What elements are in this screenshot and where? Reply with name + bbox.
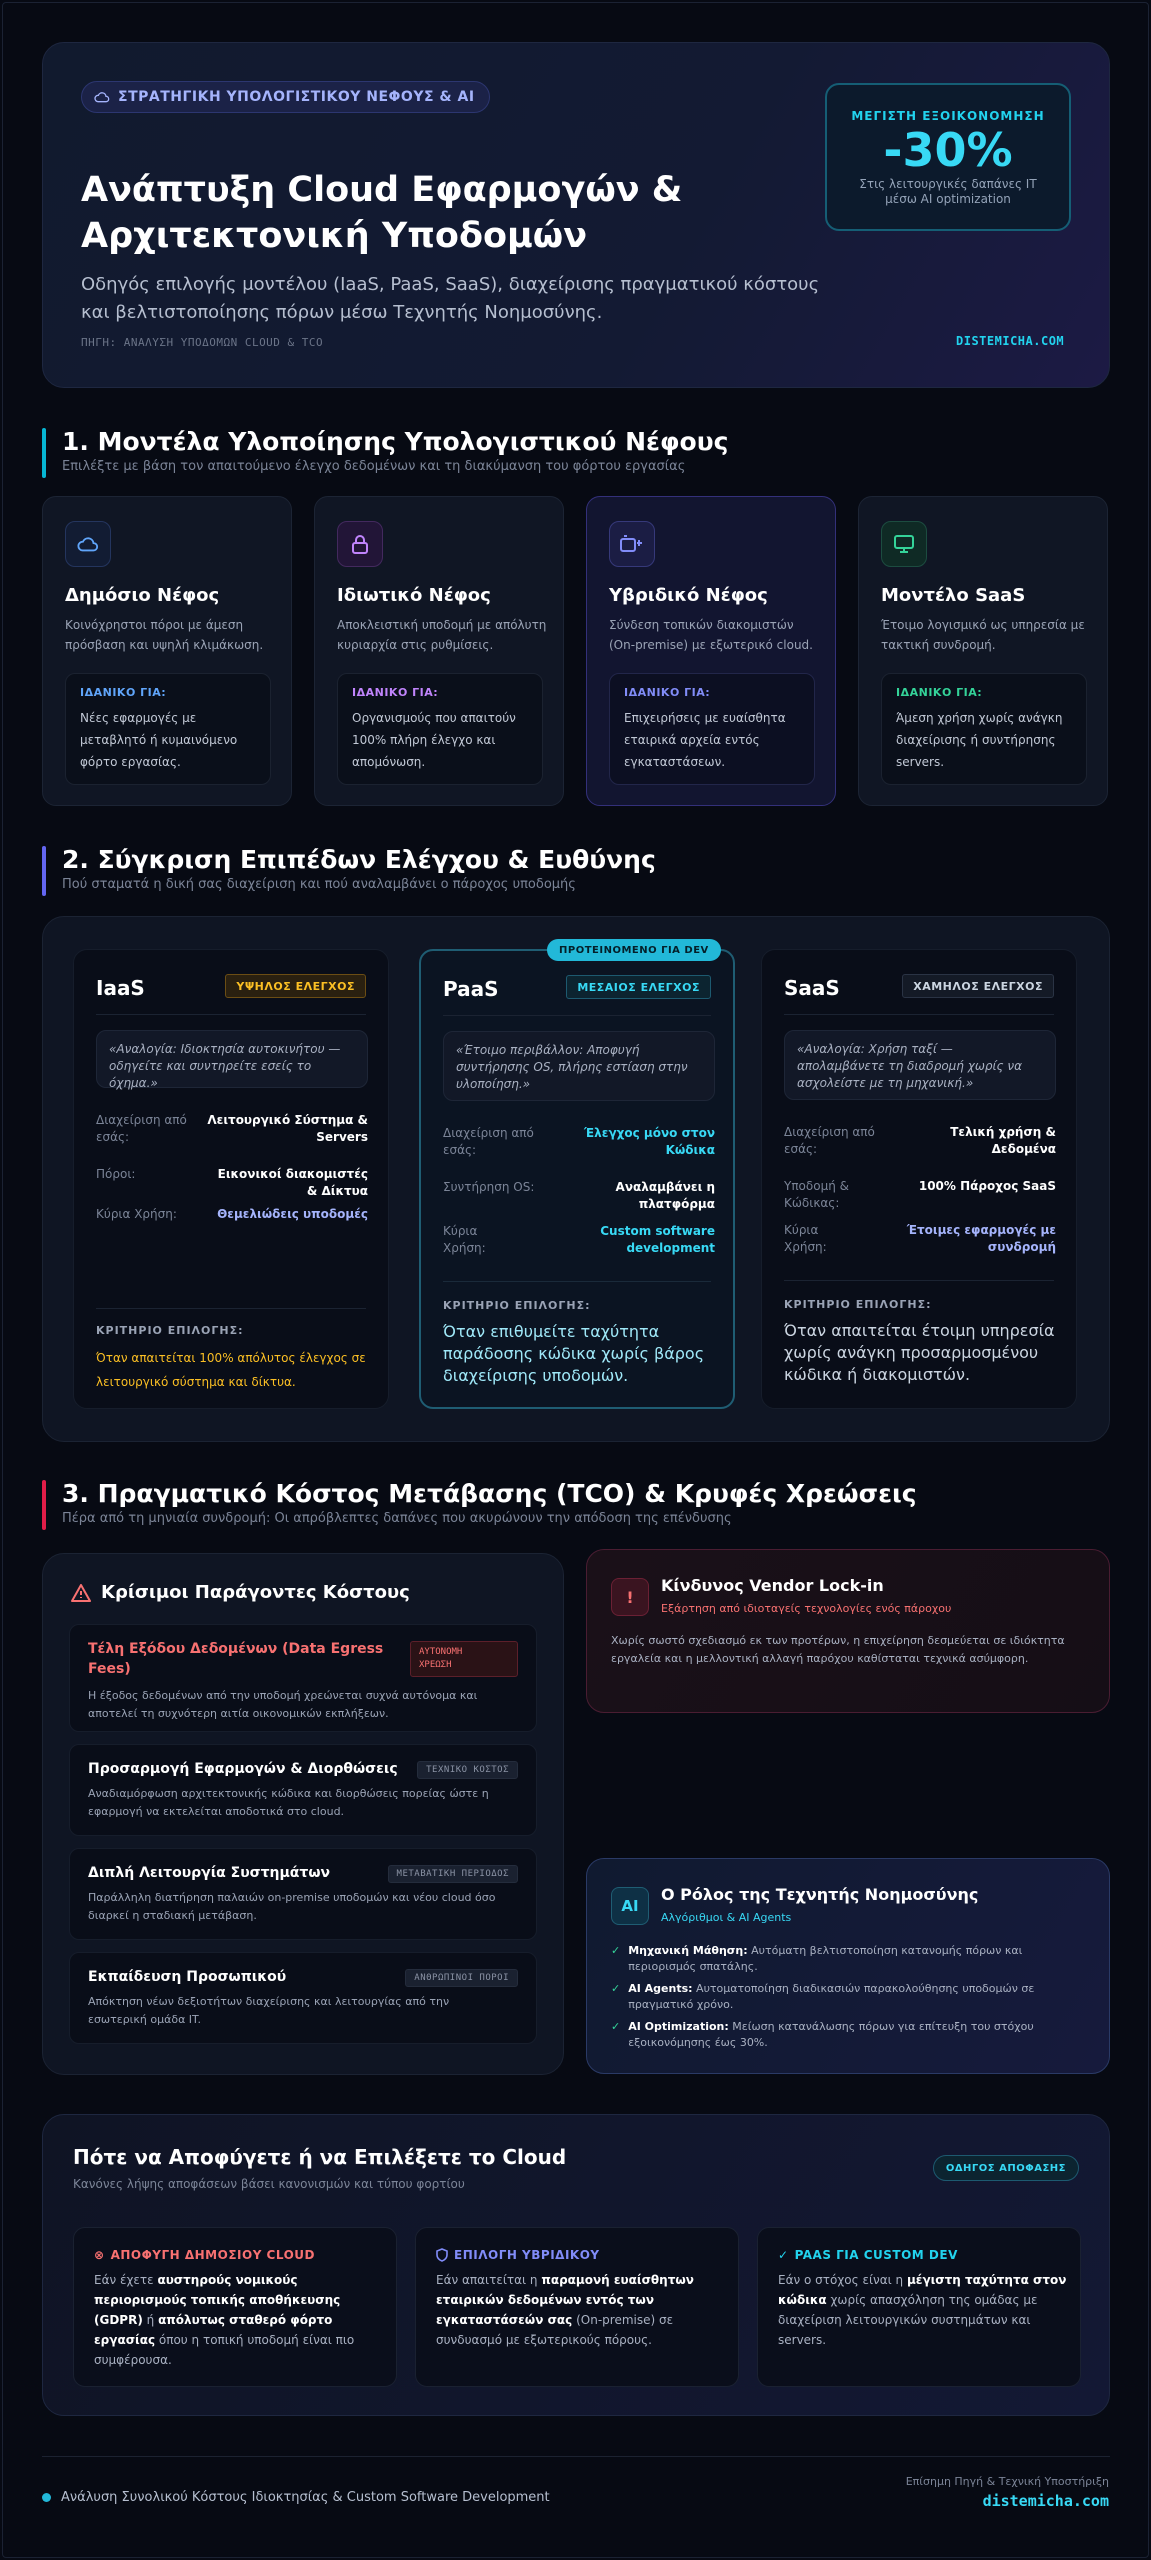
text-bold: μέγιστη ταχύτητα στον κώδικα — [778, 2273, 1067, 2307]
savings-value: -30% — [883, 123, 1013, 177]
control-badge: ΥΨΗΛΟΣ ΕΛΕΓΧΟΣ — [225, 974, 366, 998]
ideal-label: ΙΔΑΝΙΚΟ ΓΙΑ: — [80, 686, 167, 699]
lockin-subtitle: Εξάρτηση από ιδιοταγείς τεχνολογίες ενός πάροχου — [661, 1602, 952, 1615]
source-label: ΠΗΓΗ: ΑΝΑΛΥΣΗ ΥΠΟΔΟΜΩΝ CLOUD & TCO — [81, 336, 324, 349]
page-title — [81, 167, 781, 259]
card-title: Υβριδικό Νέφος — [609, 585, 768, 606]
warning-icon — [71, 1584, 91, 1602]
factor-title: Εκπαίδευση Προσωπικού — [88, 1969, 287, 1985]
row-key: Διαχείριση από εσάς: — [443, 1126, 534, 1157]
row-key: Συντήρηση OS: — [443, 1180, 535, 1194]
factor-desc: Η έξοδος δεδομένων από την υποδομή χρεώνεται συχνά αυτόνομα και αποτελεί τη συχνότερη αιτία οικονομικών εκπλήξεων. — [88, 1689, 478, 1720]
title-line-2: Αρχιτεκτονική Υποδομών — [81, 216, 588, 256]
info-row — [443, 1179, 715, 1213]
ai-badge: AI — [611, 1887, 649, 1925]
ai-role-panel — [586, 1858, 1110, 2074]
factor-tag-line-2: ΧΡΕΩΣΗ — [419, 1660, 452, 1670]
info-row — [784, 1178, 1056, 1212]
column-name: SaaS — [784, 976, 840, 1000]
factor-title-line-2: Fees) — [88, 1661, 131, 1677]
cloud-icon — [65, 521, 111, 567]
cost-factor-training — [69, 1952, 537, 2044]
control-badge: ΜΕΣΑΙΟΣ ΕΛΕΓΧΟΣ — [566, 975, 711, 999]
row-key: Πόροι: — [96, 1167, 136, 1181]
lockin-title: Κίνδυνος Vendor Lock-in — [661, 1576, 884, 1595]
criterion-text: Όταν απαιτείται έτοιμη υπηρεσία χωρίς ανάγκη προσαρμοσμένου κώδικα ή διακομιστών. — [784, 1321, 1055, 1384]
text: όπου η τοπική υποδομή είναι πιο συμφέρουσα. — [94, 2333, 355, 2367]
row-key: Κύρια Χρήση: — [96, 1207, 177, 1221]
model-card-hybrid[interactable] — [586, 496, 836, 806]
factor-tag: ΑΝΘΡΩΠΙΝΟΙ ΠΟΡΟΙ — [405, 1969, 518, 1987]
factor-tag-line-1: ΑΥΤΟΝΟΜΗ — [419, 1647, 463, 1657]
divider — [96, 1308, 366, 1309]
monitor-icon — [881, 521, 927, 567]
shield-icon — [436, 2248, 448, 2262]
criterion-text: Όταν απαιτείται 100% απόλυτος έλεγχος σε λειτουργικό σύστημα και δίκτυα. — [96, 1351, 366, 1389]
row-value: Θεμελιώδεις υποδομές — [217, 1207, 368, 1221]
row-key: Διαχείριση από εσάς: — [784, 1125, 875, 1156]
column-name: PaaS — [443, 977, 499, 1001]
divider — [443, 1015, 711, 1016]
decision-badge: ΟΔΗΓΟΣ ΑΠΟΦΑΣΗΣ — [933, 2155, 1079, 2181]
savings-box — [825, 83, 1071, 231]
factor-title-line-1: Τέλη Εξόδου Δεδομένων (Data Egress — [88, 1641, 384, 1657]
info-row — [96, 1166, 368, 1200]
cost-factor-adaptation — [69, 1744, 537, 1836]
text: ή — [142, 2313, 159, 2327]
ai-item-label: Μηχανική Μάθηση: — [628, 1944, 748, 1957]
row-value: 100% Πάροχος SaaS — [918, 1179, 1056, 1193]
control-badge: ΧΑΜΗΛΟΣ ΕΛΕΓΧΟΣ — [902, 974, 1054, 998]
criterion-text: Όταν επιθυμείτε ταχύτητα παράδοσης κώδικα χωρίς βάρος διαχείρισης υποδομών. — [443, 1322, 705, 1385]
ideal-text: Νέες εφαρμογές με μεταβλητό ή κυμαινόμενο φόρτο εργασίας. — [80, 711, 238, 769]
decision-card-avoid — [73, 2227, 397, 2387]
title-line-1: Ανάπτυξη Cloud Εφαρμογών & — [81, 170, 683, 210]
text: Εάν ο στόχος είναι η — [778, 2273, 907, 2287]
model-card-private[interactable] — [314, 496, 564, 806]
text: Εάν έχετε — [94, 2273, 158, 2287]
section-3-subtitle: Πέρα από τη μηνιαία συνδρομή: Οι απρόβλεπτες δαπάνες που ακυρώνουν την απόδοση της επένδυσης — [62, 1511, 732, 1526]
card-header — [436, 2248, 600, 2262]
model-card-saas[interactable] — [858, 496, 1108, 806]
footer-domain-link[interactable]: distemicha.com — [982, 2492, 1109, 2510]
ideal-label: ΙΔΑΝΙΚΟ ΓΙΑ: — [352, 686, 439, 699]
analogy-quote: «Έτοιμο περιβάλλον: Αποφυγή συντήρησης OS, πλήρης εστίαση στην υλοποίηση.» — [443, 1031, 715, 1101]
ideal-box — [65, 673, 271, 785]
section-2-title: 2. Σύγκριση Επιπέδων Ελέγχου & Ευθύνης — [62, 845, 656, 874]
footer-right — [906, 2475, 1109, 2510]
ideal-box — [337, 673, 543, 785]
ai-subtitle: Αλγόριθμοι & AI Agents — [661, 1911, 792, 1924]
ai-list-item — [611, 2019, 1091, 2051]
ai-item-label: AI Optimization: — [628, 2020, 729, 2033]
factor-title — [88, 1639, 383, 1679]
factor-desc: Παράλληλη διατήρηση παλαιών on-premise υποδομών και νέου cloud όσο διαρκεί η σταδιακή μετάβαση. — [88, 1891, 496, 1922]
ai-item-text: Αυτοματοποίηση διαδικασιών παρακολούθησης υποδομών σε πραγματικό χρόνο. — [628, 1982, 1035, 2011]
section-3-title: 3. Πραγματικό Κόστος Μετάβασης (TCO) & Κρυφές Χρεώσεις — [62, 1479, 917, 1508]
footer-divider — [42, 2456, 1110, 2457]
cloud-icon — [94, 91, 110, 103]
factor-desc: Απόκτηση νέων δεξιοτήτων διαχείρισης και λειτουργίας από την εσωτερική ομάδα IT. — [88, 1995, 450, 2026]
ideal-label: ΙΔΑΝΙΚΟ ΓΙΑ: — [896, 686, 983, 699]
row-key: Κύρια Χρήση: — [784, 1223, 827, 1254]
row-key: Υποδομή & Κώδικας: — [784, 1179, 849, 1210]
section-2-bar — [42, 846, 46, 896]
factor-tag: ΜΕΤΑΒΑΤΙΚΗ ΠΕΡΙΟΔΟΣ — [388, 1865, 518, 1883]
vendor-lockin-panel — [586, 1549, 1110, 1713]
cost-factors-panel — [42, 1553, 564, 2075]
section-1-subtitle: Επιλέξτε με βάση τον απαιτούμενο έλεγχο δεδομένων και τη διακύμανση του φόρτου εργασίας — [62, 459, 686, 474]
divider — [784, 1014, 1054, 1015]
factor-title: Προσαρμογή Εφαρμογών & Διορθώσεις — [88, 1761, 398, 1777]
card-desc — [778, 2270, 1068, 2350]
factor-desc: Αναδιαμόρφωση αρχιτεκτονικής κώδικα και διορθώσεις πορείας ώστε η εφαρμογή να εκτελείται αποδοτικά στο cloud. — [88, 1787, 489, 1818]
footer-label: Επίσημη Πηγή & Τεχνική Υποστήριξη — [905, 2475, 1109, 2488]
factor-tag: ΤΕΧΝΙΚΟ ΚΟΣΤΟΣ — [417, 1761, 518, 1779]
text-bold: παραμονή ευαίσθητων εταιρικών δεδομένων εντός των εγκαταστάσεών σας — [436, 2273, 694, 2327]
x-circle-icon: ⊗ — [94, 2248, 105, 2262]
cost-factor-egress — [69, 1624, 537, 1732]
info-row — [443, 1125, 715, 1159]
column-iaas — [73, 949, 389, 1409]
info-row — [96, 1112, 368, 1146]
card-header — [778, 2248, 958, 2262]
lockin-desc: Χωρίς σωστό σχεδιασμό εκ των προτέρων, η επιχείρηση δεσμεύεται σε ιδιόκτητα εργαλεία και η μελλοντική αλλαγή παρόχου καθίσταται τεχνικά ασύμφορη. — [611, 1634, 1065, 1665]
row-key: Διαχείριση από εσάς: — [96, 1113, 187, 1144]
status-dot-icon — [42, 2493, 51, 2502]
info-row — [784, 1222, 1056, 1256]
row-value: Custom software development — [600, 1224, 715, 1255]
criterion-label: ΚΡΙΤΗΡΙΟ ΕΠΙΛΟΓΗΣ: — [443, 1299, 591, 1312]
section-1-bar — [42, 428, 46, 478]
ai-list-item — [611, 1981, 1091, 2013]
decision-card-hybrid — [415, 2227, 739, 2387]
section-2-subtitle: Πού σταματά η δική σας διαχείριση και πού αναλαμβάνει ο πάροχος υποδομής — [62, 877, 576, 892]
card-title: ΑΠΟΦΥΓΗ ΔΗΜΟΣΙΟΥ CLOUD — [110, 2248, 315, 2262]
criterion-label: ΚΡΙΤΗΡΙΟ ΕΠΙΛΟΓΗΣ: — [96, 1324, 244, 1337]
card-header — [94, 2248, 315, 2262]
row-value: Εικονικοί διακομιστές & Δίκτυα — [217, 1167, 368, 1198]
divider — [96, 1014, 366, 1015]
hero-panel — [42, 42, 1110, 388]
check-icon: ✓ — [778, 2248, 789, 2262]
card-desc: Έτοιμο λογισμικό ως υπηρεσία με τακτική συνδρομή. — [881, 618, 1085, 652]
ideal-box — [609, 673, 815, 785]
alert-icon: ! — [611, 1578, 649, 1616]
divider — [784, 1280, 1054, 1281]
ideal-text: Οργανισμούς που απαιτούν 100% πλήρη έλεγχο και απομόνωση. — [352, 711, 516, 769]
savings-title: ΜΕΓΙΣΤΗ ΕΞΟΙΚΟΝΟΜΗΣΗ — [851, 109, 1045, 123]
comparison-panel — [42, 916, 1110, 1442]
decision-subtitle: Κανόνες λήψης αποφάσεων βάσει κανονισμών και τύπου φορτίου — [73, 2177, 465, 2191]
text-bold: αυστηρούς νομικούς περιορισμούς τοπικής αποθήκευσης (GDPR) — [94, 2273, 341, 2327]
column-saas — [761, 949, 1077, 1409]
ideal-label: ΙΔΑΝΙΚΟ ΓΙΑ: — [624, 686, 711, 699]
info-row — [784, 1124, 1056, 1158]
domain-link[interactable]: DISTEMICHA.COM — [956, 334, 1065, 348]
card-desc: Αποκλειστική υποδομή με απόλυτη κυριαρχία στις ρυθμίσεις. — [337, 618, 547, 652]
row-value: Έτοιμες εφαρμογές με συνδρομή — [906, 1223, 1056, 1254]
card-title: Δημόσιο Νέφος — [65, 585, 220, 606]
column-paas — [419, 944, 735, 1409]
lock-icon — [337, 521, 383, 567]
text: Εάν απαιτείται η — [436, 2273, 542, 2287]
section-3-bar — [42, 1480, 46, 1530]
hybrid-icon — [609, 521, 655, 567]
ai-list — [611, 1943, 1091, 2051]
factors-title: Κρίσιμοι Παράγοντες Κόστους — [101, 1582, 410, 1603]
ai-title: Ο Ρόλος της Τεχνητής Νοημοσύνης — [661, 1885, 979, 1904]
ai-list-item — [611, 1943, 1091, 1975]
text: (On-premise) σε συνδυασμό με εξωτερικούς πόρους. — [436, 2313, 674, 2347]
card-desc: Κοινόχρηστοι πόροι με άμεση πρόσβαση και υψηλή κλιμάκωση. — [65, 618, 264, 652]
row-value: Έλεγχος μόνο στον Κώδικα — [584, 1126, 715, 1157]
info-row — [96, 1206, 368, 1223]
row-value: Λειτουργικό Σύστημα & Servers — [207, 1113, 368, 1144]
text: χωρίς απασχόληση της ομάδας με διαχείριση λειτουργικών συστημάτων και servers. — [778, 2293, 1038, 2347]
decision-card-paas — [757, 2227, 1081, 2387]
factor-tag — [410, 1641, 518, 1677]
decision-panel — [42, 2114, 1110, 2416]
column-name: IaaS — [96, 976, 145, 1000]
footer-text: Ανάλυση Συνολικού Κόστους Ιδιοκτησίας & Custom Software Development — [61, 2490, 550, 2505]
text-bold: απόλυτως σταθερό φόρτο εργασίας — [94, 2313, 333, 2347]
check-icon: ✓ — [611, 2020, 621, 2033]
cost-factor-dual-ops — [69, 1848, 537, 1940]
recommended-badge: ΠΡΟΤΕΙΝΟΜΕΝΟ ΓΙΑ DEV — [547, 939, 721, 961]
card-title: PAAS ΓΙΑ CUSTOM DEV — [794, 2248, 958, 2262]
savings-desc-1: Στις λειτουργικές δαπάνες IT — [859, 177, 1037, 191]
decision-title: Πότε να Αποφύγετε ή να Επιλέξετε το Cloud — [73, 2145, 567, 2169]
ai-item-label: AI Agents: — [628, 1982, 693, 1995]
card-title: Μοντέλο SaaS — [881, 585, 1026, 606]
ai-item-text: Μείωση κατανάλωσης πόρων για επίτευξη του στόχου εξοικονόμησης έως 30%. — [628, 2020, 1034, 2049]
factor-title: Διπλή Λειτουργία Συστημάτων — [88, 1865, 331, 1881]
criterion-label: ΚΡΙΤΗΡΙΟ ΕΠΙΛΟΓΗΣ: — [784, 1298, 932, 1311]
card-desc: Σύνδεση τοπικών διακομιστών (On-premise) με εξωτερικό cloud. — [609, 618, 813, 652]
row-value: Αναλαμβάνει η πλατφόρμα — [615, 1180, 715, 1211]
pill-label: ΣΤΡΑΤΗΓΙΚΗ ΥΠΟΛΟΓΙΣΤΙΚΟΥ ΝΕΦΟΥΣ & AI — [118, 89, 475, 105]
ideal-box — [881, 673, 1087, 785]
savings-desc-2: μέσω AI optimization — [885, 192, 1011, 206]
divider — [443, 1281, 711, 1282]
ai-item-text: Αυτόματη βελτιστοποίηση κατανομής πόρων και περιορισμός σπατάλης. — [628, 1944, 1023, 1973]
row-key: Κύρια Χρήση: — [443, 1224, 486, 1255]
analogy-quote: «Αναλογία: Ιδιοκτησία αυτοκινήτου — οδηγείτε και συντηρείτε εσείς το όχημα.» — [96, 1030, 368, 1088]
ideal-text: Επιχειρήσεις με ευαίσθητα εταιρικά αρχεία εντός εγκαταστάσεων. — [624, 711, 786, 769]
factors-header — [71, 1582, 410, 1603]
strategy-pill — [81, 81, 490, 113]
card-title: ΕΠΙΛΟΓΗ ΥΒΡΙΔΙΚΟΥ — [454, 2248, 600, 2262]
card-desc — [436, 2270, 726, 2350]
info-row — [443, 1223, 715, 1257]
check-icon: ✓ — [611, 1982, 621, 1995]
ideal-text: Άμεση χρήση χωρίς ανάγκη διαχείρισης ή συντήρησης servers. — [896, 711, 1063, 769]
row-value: Τελική χρήση & Δεδομένα — [950, 1125, 1056, 1156]
card-desc — [94, 2270, 384, 2370]
check-icon: ✓ — [611, 1944, 621, 1957]
footer-left — [42, 2490, 550, 2505]
analogy-quote: «Αναλογία: Χρήση ταξί — απολαμβάνετε τη διαδρομή χωρίς να ασχολείστε με τη μηχανική.» — [784, 1030, 1056, 1100]
model-card-public[interactable] — [42, 496, 292, 806]
section-1-title: 1. Μοντέλα Υλοποίησης Υπολογιστικού Νέφους — [62, 427, 729, 456]
card-title: Ιδιωτικό Νέφος — [337, 585, 491, 606]
page-subtitle: Οδηγός επιλογής μοντέλου (IaaS, PaaS, SaaS), διαχείρισης πραγματικού κόστους και βελτιστοποίησης πόρων μέσω Τεχνητής Νοημοσύνης. — [81, 274, 820, 323]
